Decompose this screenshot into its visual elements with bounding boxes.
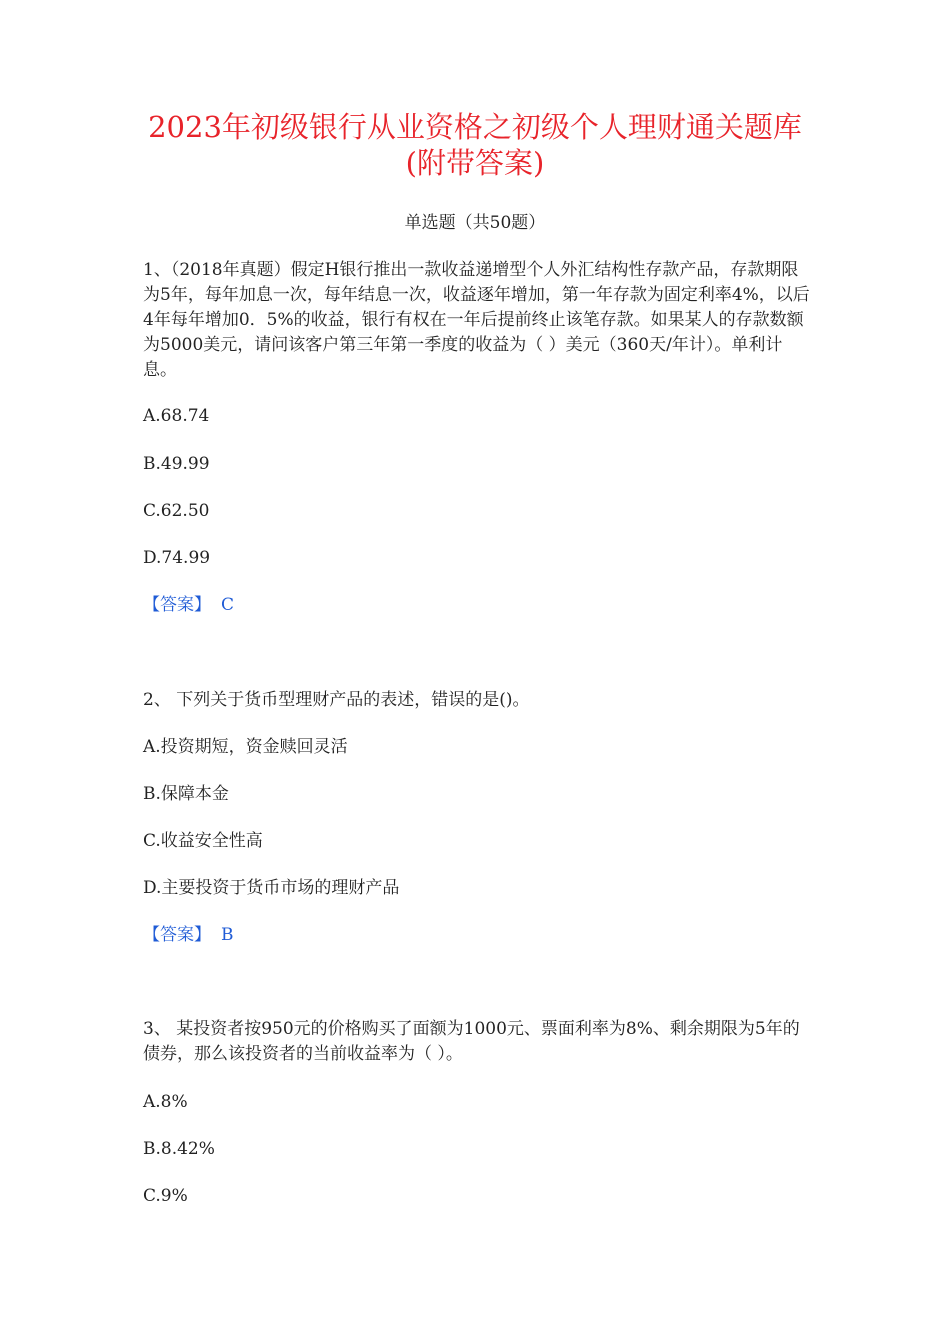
document-subtitle: (附带答案) xyxy=(405,146,545,180)
answer-label: 【答案】 xyxy=(143,595,211,615)
question-1-text: 1、（2018年真题）假定H银行推出一款收益递增型个人外汇结构性存款产品，存款期限为5年，每年加息一次，每年结息一次，收益逐年增加，第一年存款为固定利率4%，以后4年每年增加0．5%的收益，银行有权在一年后提前终止该笔存款。如果某人的存款数额为5000美元，请问该客户第三年第一季度的收益为（ ）美元（360天/年计）。单利计息。 xyxy=(143,260,810,380)
question-2-text: 2、 下列关于货币型理财产品的表述，错误的是()。 xyxy=(143,690,530,710)
question-2-answer xyxy=(143,923,234,947)
question-1-option-b: B.49.99 xyxy=(143,454,210,474)
document-title: 2023年初级银行从业资格之初级个人理财通关题库 xyxy=(148,110,802,144)
question-2-option-a: A.投资期短，资金赎回灵活 xyxy=(143,737,348,757)
section-heading: 单选题（共50题） xyxy=(404,213,546,233)
question-2-option-c: C.收益安全性高 xyxy=(143,831,263,851)
question-3-option-c: C.9% xyxy=(143,1186,188,1206)
question-3-option-b: B.8.42% xyxy=(143,1139,215,1159)
question-1-option-d: D.74.99 xyxy=(143,548,211,568)
question-2-option-d: D.主要投资于货币市场的理财产品 xyxy=(143,878,400,898)
question-1-answer xyxy=(143,593,234,617)
question-3-text: 3、 某投资者按950元的价格购买了面额为1000元、票面利率为8%、剩余期限为5年的债券，那么该投资者的当前收益率为（ ）。 xyxy=(143,1019,800,1064)
question-1-option-a: A.68.74 xyxy=(143,406,210,426)
question-1-option-c: C.62.50 xyxy=(143,501,210,521)
answer-value: C xyxy=(221,595,235,615)
question-2-option-b: B.保障本金 xyxy=(143,784,229,804)
question-3-option-a: A.8% xyxy=(143,1092,188,1112)
answer-label: 【答案】 xyxy=(143,925,211,945)
answer-value: B xyxy=(221,925,234,945)
